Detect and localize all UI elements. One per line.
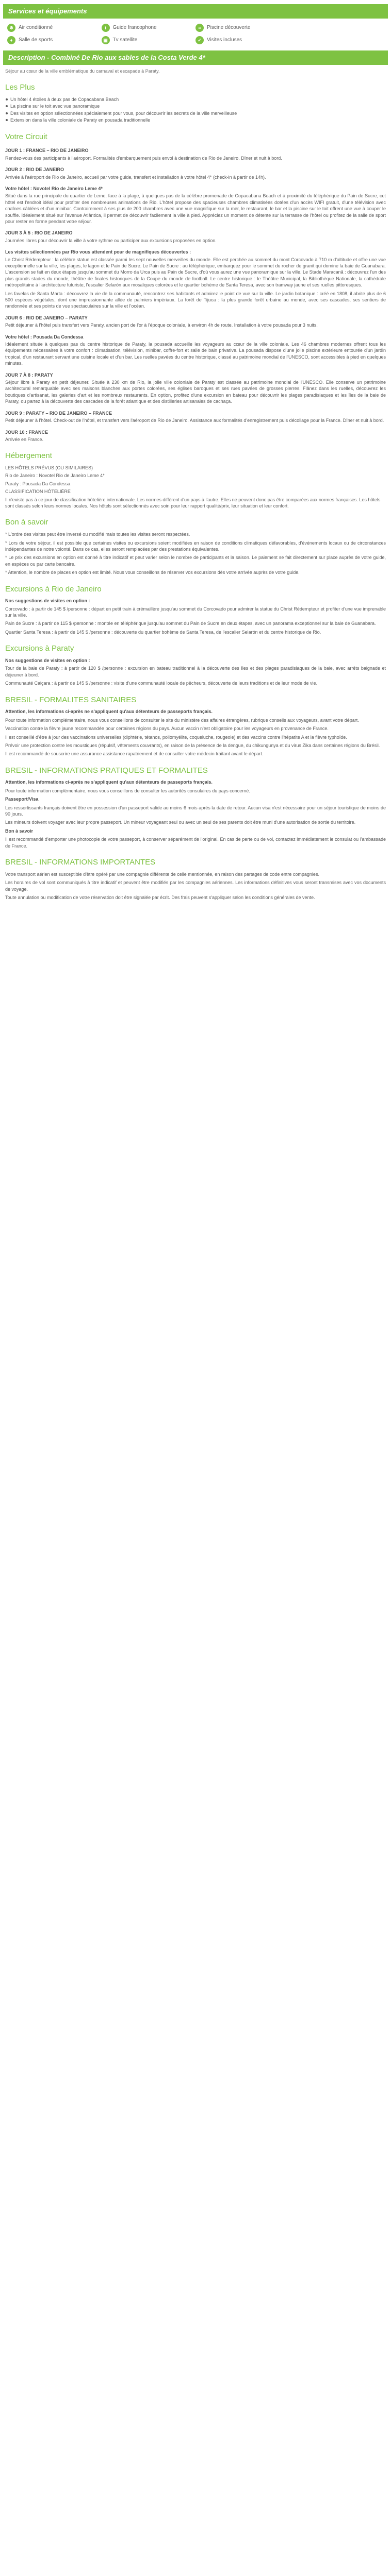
day-title: JOUR 9 : PARATY – RIO DE JANEIRO – FRANCE (5, 410, 112, 416)
excursion-item: Corcovado : à partir de 145 $ /personne : départ en petit train à crémaillère jusqu'au sommet du Corcovado pour admirer la statue du Christ Rédempteur et profiter d'une vue imprenable sur la ville. (5, 606, 386, 618)
excursions-title: Excursions à Rio de Janeiro (5, 584, 102, 594)
service-label: Air conditionné (19, 25, 53, 31)
service-item (102, 36, 196, 44)
day-title: Les visites sélectionnées par Rio vous attendent pour de magnifiques découvertes : (5, 249, 191, 255)
pool-icon: ≈ (196, 24, 204, 32)
hebergement-line: Paraty : Pousada Da Condessa (5, 481, 71, 486)
day-title: JOUR 3 À 5 : RIO DE JANEIRO (5, 230, 73, 236)
hebergement-line: Il n'existe pas à ce jour de classification hôtelière internationale. Les normes diffèrent d'un pays à l'autre. Elles ne peuvent donc pas être comparées aux normes françaises. Les hôtels sont classés selon leurs normes locales. Nos hôtels sont sélectionnés avec soin pour leur rapport qualité/prix, leur situation et leur confort. (5, 497, 381, 509)
service-item (290, 24, 384, 32)
plus-title: Les Plus (5, 83, 35, 92)
description-band: Description - Combiné De Rio aux sables de la Costa Verde 4* (3, 50, 388, 65)
hebergement-line: LES HÔTELS PRÉVUS (OU SIMILAIRES) (5, 465, 93, 470)
excursions-intro: Nos suggestions de visites en option : (5, 598, 90, 604)
day-text: Arrivée en France. (5, 436, 44, 442)
ticket-icon: ✓ (196, 36, 204, 44)
hebergement-title: Hébergement (5, 451, 52, 461)
service-item (7, 24, 102, 32)
excursions-block (3, 606, 388, 636)
administratives-para: Pour toute information complémentaire, nous vous conseillons de consulter les autorités consulaires du pays concerné. (5, 788, 250, 793)
administratives-para: Bon à savoir (5, 828, 34, 834)
day-title: JOUR 7 À 8 : PARATY (5, 372, 53, 378)
service-item (290, 36, 384, 44)
service-item (196, 24, 290, 32)
description-lead: Séjour au cœur de la ville emblématique du carnaval et escapade à Paraty. (5, 68, 160, 74)
formalites-para: Prévoir une protection contre les moustiques (répulsif, vêtements couvrants), en raison de la présence de la dengue, du chikungunya et du virus Zika dans certaines régions du Brésil. (5, 742, 380, 748)
day-title: JOUR 1 : FRANCE – RIO DE JANEIRO (5, 148, 89, 154)
service-label: Visites incluses (207, 37, 242, 43)
plus-item: La piscine sur le toit avec vue panoramique (5, 103, 388, 109)
plus-item: Un hôtel 4 étoiles à deux pas de Copacabana Beach (5, 96, 388, 103)
excursion-item: Communauté Caiçara : à partir de 145 $ /personne : visite d'une communauté locale de pêcheurs, découverte de leurs traditions et de leur mode de vie. (5, 681, 318, 686)
service-label: Tv satellite (112, 37, 138, 43)
important-block (3, 871, 388, 901)
formalites-para: Il est recommandé de souscrire une assurance assistance rapatriement et de consulter votre médecin traitant avant le départ. (5, 751, 264, 757)
formalites-title: BRESIL - FORMALITES SANITAIRES (5, 695, 137, 704)
bonsavoir-para: * Le prix des excursions en option est donné à titre indicatif et peut varier selon le nombre de participants et la saison. Le paiement se fait directement sur place auprès de votre guide, en espèces ou par carte bancaire. (5, 555, 386, 567)
bonsavoir-block (3, 531, 388, 575)
day-title: Votre hôtel : Pousada Da Condessa (5, 334, 84, 340)
excursion-item: Quartier Santa Teresa : à partir de 145 $ /personne : découverte du quartier bohème de Santa Teresa, de l'escalier Selarón et du centre historique de Rio. (5, 629, 321, 635)
formalites-para: Attention, les informations ci-après ne s'appliquent qu'aux détenteurs de passeports français. (5, 709, 213, 715)
day-text: Rendez-vous des participants à l'aéroport. Formalités d'embarquement puis envol à destination de Rio de Janeiro. Dîner et nuit à bord. (5, 155, 282, 161)
administratives-para: Passeport/Visa (5, 796, 39, 802)
day-text: Petit déjeuner à l'hôtel. Check-out de l'hôtel, et transfert vers l'aéroport de Rio de Janeiro. Assistance aux formalités d'enregistrement puis décollage pour la France. Dîner et nuit à bord. (5, 418, 384, 423)
day-text: Les favelas de Santa Marta : découvrez la vie de la communauté, rencontrez ses habitants et admirez le point de vue sur la ville. Le jardin botanique : créé en 1808, il abrite plus de 6 500 espèces végétales, dont une impressionnante allée de palmiers impériaux. La forêt de Tijuca : la plus grande forêt urbaine au monde, avec ses cascades, ses sentiers de randonnée et ses points de vue spectaculaires sur la ville et l'océan. (5, 291, 386, 309)
administratives-para: Les mineurs doivent voyager avec leur propre passeport. Un mineur voyageant seul ou avec un seul de ses parents doit être muni d'une autorisation de sortie du territoire. (5, 820, 356, 825)
important-title: BRESIL - INFORMATIONS IMPORTANTES (5, 858, 156, 867)
plus-item: Extension dans la ville coloniale de Paraty en pousada traditionnelle (5, 117, 388, 123)
service-label: Salle de sports (19, 37, 53, 43)
service-label: Piscine découverte (207, 25, 251, 31)
day-text: Le Christ Rédempteur : la célèbre statue est classée parmi les sept nouvelles merveilles du monde. Elle est perchée au sommet du mont Corcovado à 710 m d'altitude et offre une vue exceptionnelle sur la ville, les plages, le lagon et le Pain de Sucre. Le Pain de Sucre : au téléphérique, embarquez pour le sommet du rocher de granit qui domine la baie de Guanabara. L'ascension se fait en deux étapes jusqu'au sommet du Morro da Urca puis au Pain de Sucre, d'où vous aurez une vue panoramique sur la ville. Le Stade Maracanã : découvrez l'un des plus grands stades du monde, théâtre de finales historiques de la Coupe du monde de football. Le centre historique : le Théâtre Municipal, la Bibliothèque Nationale, la cathédrale métropolitaine à l'architecture futuriste, l'escalier Selarón aux mosaïques colorées et le quartier bohème de Santa Teresa, avec son tramway jaune et ses ruelles pittoresques. (5, 257, 386, 288)
circuit-title: Votre Circuit (5, 132, 47, 141)
important-para: Votre transport aérien est susceptible d'être opéré par une compagnie différente de celle mentionnée, en raison des partages de code entre compagnies. (5, 871, 319, 877)
day-text: Journées libres pour découvrir la ville à votre rythme ou participer aux excursions proposées en option. (5, 238, 217, 243)
day-text: Petit déjeuner à l'hôtel puis transfert vers Paraty, ancien port de l'or à l'époque coloniale, à environ 4h de route. Installation à votre pousada pour 3 nuits. (5, 323, 318, 328)
services-grid (3, 19, 388, 50)
day-title: Votre hôtel : Novotel Rio de Janeiro Leme 4* (5, 185, 103, 191)
service-item (196, 36, 290, 44)
circuit-days (3, 147, 388, 443)
administratives-para: Attention, les informations ci-après ne s'appliquent qu'aux détenteurs de passeports français. (5, 779, 213, 785)
service-item (102, 24, 196, 32)
excursion-item: Tour de la baie de Paraty : à partir de 120 $ /personne : excursion en bateau traditionnel à la découverte des îles et des plages paradisiaques de la baie, avec arrêts baignade et déjeuner à bord. (5, 666, 386, 677)
day-text: Idéalement située à quelques pas du centre historique de Paraty, la pousada accueille les voyageurs au cœur de la ville coloniale. Les 46 chambres modernes offrent tous les équipements nécessaires à votre confort : climatisation, télévision, minibar, coffre-fort et salle de bain privative. La pousada dispose d'une jolie piscine extérieure entourée d'un jardin tropical, d'un restaurant servant une cuisine locale et d'un bar. Les ruelles pavées du centre historique, classé au patrimoine mondial de l'UNESCO, sont accessibles à pied en quelques minutes. (5, 342, 386, 366)
excursion-item: Pain de Sucre : à partir de 115 $ /personne : montée en téléphérique jusqu'au sommet du Pain de Sucre en deux étapes, avec un panorama exceptionnel sur la baie de Guanabara. (5, 621, 376, 626)
administratives-para: Il est recommandé d'emporter une photocopie de votre passeport, à conserver séparément de l'original. En cas de perte ou de vol, contactez immédiatement le consulat ou l'ambassade de France. (5, 837, 386, 849)
administratives-para: Les ressortissants français doivent être en possession d'un passeport valide au moins 6 mois après la date de retour. Aucun visa n'est nécessaire pour un séjour touristique de moins de 90 jours. (5, 805, 386, 817)
administratives-title: BRESIL - INFORMATIONS PRATIQUES ET FORMALITES (5, 766, 208, 775)
service-item (7, 36, 102, 44)
day-title: JOUR 6 : RIO DE JANEIRO – PARATY (5, 315, 88, 320)
formalites-para: Vaccination contre la fièvre jaune recommandée pour certaines régions du pays. Aucun vaccin n'est obligatoire pour les voyageurs en provenance de France. (5, 726, 329, 732)
day-text: Situé dans la rue principale du quartier de Leme, face à la plage, à quelques pas de la célèbre promenade de Copacabana Beach et à proximité du téléphérique du Pain de Sucre, cet hôtel est l'endroit idéal pour profiter des nombreuses animations de Rio. L'hôtel propose des spacieuses chambres climatisées dotées d'un accès WIFI gratuit, d'une télévision avec chaînes câblées et d'un minibar. Contrairement à ses plus de 200 chambres avec une vue magnifique sur la mer, le restaurant, le bar et la piscine sur le toit offrent une vue à couper le souffle. Idéalement situé sur l'avenue Atlântica, il permet de découvrir facilement la ville à pied. Appréciez un moment de détente sur la terrasse de l'hôtel ou profitez de la salle de sport pour rester en forme pendant votre séjour. (5, 193, 386, 224)
service-label: Guide francophone (112, 25, 157, 31)
day-title: JOUR 2 : RIO DE JANEIRO (5, 167, 64, 173)
important-para: Toute annulation ou modification de votre réservation doit être signalée par écrit. Des frais peuvent s'appliquer selon les conditions générales de vente. (5, 894, 315, 900)
bonsavoir-para: * L'ordre des visites peut être inversé ou modifié mais toutes les visites seront respectées. (5, 532, 190, 537)
bonsavoir-para: * Lors de votre séjour, il est possible que certaines visites ou excursions soient modifiées en raison de conditions climatiques défavorables, d'événements locaux ou de circonstances indépendantes de notre volonté. Dans ce cas, elles seront remplacées par des prestations équivalentes. (5, 540, 386, 552)
important-para: Les horaires de vol sont communiqués à titre indicatif et peuvent être modifiés par les compagnies aériennes. Les informations définitives vous seront transmises avec vos documents de voyage. (5, 880, 386, 892)
excparaty-block (3, 665, 388, 686)
tv-icon: ▣ (102, 36, 110, 44)
day-text: Arrivée à l'aéroport de Rio de Janeiro, accueil par votre guide, transfert et installation à votre hôtel 4* (check-in à partir de 14h). (5, 174, 266, 180)
administratives-block (3, 779, 388, 849)
day-text: Séjour libre à Paraty en petit déjeuner. Située à 230 km de Rio, la jolie ville coloniale de Paraty est classée au patrimoine mondial de l'UNESCO. Elle conserve un patrimoine architectural remarquable avec ses maisons blanches aux portes colorées, ses églises baroques et ses rues pavées de grosses pierres. Flânez dans les ruelles, découvrez les boutiques d'artisanat, les galeries d'art et les nombreux restaurants. En option, profitez d'une excursion en bateau pour découvrir les plages paradisiaques et les îles de la baie de Paraty, ou partez à la découverte des cascades de la forêt atlantique et des distilleries artisanales de cachaça. (5, 380, 386, 404)
hebergement-line: CLASSIFICATION HÔTELIÈRE (5, 489, 71, 495)
guide-icon: i (102, 24, 110, 32)
plus-list (5, 96, 388, 124)
excparaty-title: Excursions à Paraty (5, 644, 74, 653)
snowflake-icon: ❄ (7, 24, 15, 32)
services-band: Services et équipements (3, 4, 388, 19)
excparaty-intro: Nos suggestions de visites en option : (5, 657, 90, 663)
hebergement-block (3, 465, 388, 509)
bonsavoir-para: * Attention, le nombre de places en option est limité. Nous vous conseillons de réserver vos excursions dès votre arrivée auprès de votre guide. (5, 570, 300, 575)
formalites-block (3, 708, 388, 757)
page (0, 4, 391, 923)
bonsavoir-title: Bon à savoir (5, 518, 48, 527)
formalites-para: Il est conseillé d'être à jour des vaccinations universelles (diphtérie, tétanos, poliomyélite, coqueluche, rougeole) et des vaccins contre l'hépatite A et la fièvre typhoïde. (5, 734, 347, 740)
dumbbell-icon: ♦ (7, 36, 15, 44)
day-title: JOUR 10 : FRANCE (5, 429, 48, 435)
plus-item: Des visites en option sélectionnées spécialement pour vous, pour découvrir les secrets de la ville merveilleuse (5, 110, 388, 116)
formalites-para: Pour toute information complémentaire, nous vous conseillons de consulter le site du ministère des affaires étrangères, rubrique conseils aux voyageurs, avant votre départ. (5, 717, 359, 723)
hebergement-line: Rio de Janeiro : Novotel Rio de Janeiro Leme 4* (5, 473, 105, 479)
